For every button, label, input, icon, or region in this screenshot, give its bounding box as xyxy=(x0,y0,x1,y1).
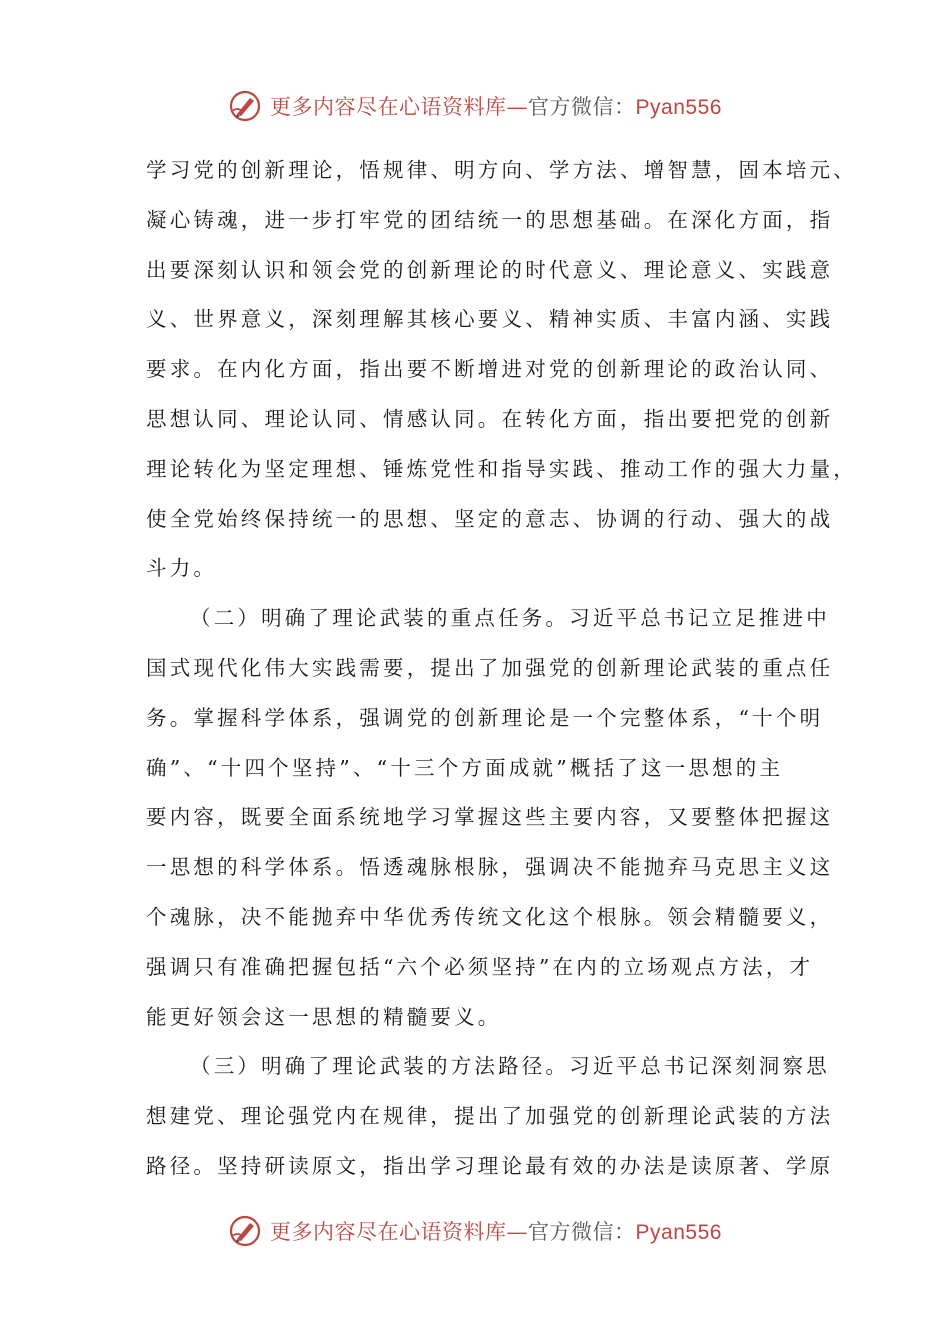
text-line: 斗力。 xyxy=(146,556,218,581)
header-brand: 更多内容尽在心语资料库 xyxy=(270,95,507,119)
text-line: 要内容，既要全面系统地学习掌握这些主要内容，又要整体把握这 xyxy=(146,805,834,830)
section-heading-line: （三）明确了理论武装的方法路径。习近平总书记深刻洞察思 xyxy=(190,1054,830,1079)
header-wechat-label: 官方微信： xyxy=(528,95,636,119)
text-line: 个魂脉，决不能抛弃中华优秀传统文化这个根脉。领会精髓要义， xyxy=(146,904,834,929)
body-text xyxy=(146,146,857,1192)
footer-separator: — xyxy=(506,1220,529,1244)
header-banner xyxy=(0,84,950,128)
text-line: 确”、“十四个坚持”、“十三个方面成就”概括了这一思想的主 xyxy=(146,755,784,780)
text-line: 想建党、理论强党内在规律，提出了加强党的创新理论武装的方法 xyxy=(146,1104,834,1129)
text-line: 使全党始终保持统一的思想、坚定的意志、协调的行动、强大的战 xyxy=(146,506,834,531)
text-line: 强调只有准确把握包括“六个必须坚持”在内的立场观点方法，才 xyxy=(146,954,814,979)
pen-emblem-icon xyxy=(228,89,262,123)
pen-emblem-icon xyxy=(228,1214,262,1248)
text-line: 学习党的创新理论，悟规律、明方向、学方法、增智慧，固本培元、 xyxy=(146,158,857,182)
header-wechat-id: Pyan556 xyxy=(635,96,722,119)
footer-wechat-label: 官方微信： xyxy=(528,1220,636,1244)
footer-text xyxy=(270,1216,722,1246)
text-line: 一思想的科学体系。悟透魂脉根脉，强调决不能抛弃马克思主义这 xyxy=(146,855,834,880)
text-line: 务。掌握科学体系，强调党的创新理论是一个完整体系，“十个明 xyxy=(146,705,824,730)
text-line: 出要深刻认识和领会党的创新理论的时代意义、理论意义、实践意 xyxy=(146,257,834,282)
text-line: 思想认同、理论认同、情感认同。在转化方面，指出要把党的创新 xyxy=(146,406,834,431)
header-text xyxy=(270,91,722,121)
text-line: 国式现代化伟大实践需要，提出了加强党的创新理论武装的重点任 xyxy=(146,655,834,680)
footer-wechat-id: Pyan556 xyxy=(635,1221,722,1244)
text-line: 凝心铸魂，进一步打牢党的团结统一的思想基础。在深化方面，指 xyxy=(146,207,834,232)
header-separator: — xyxy=(506,95,529,119)
text-line: 要求。在内化方面，指出要不断增进对党的创新理论的政治认同、 xyxy=(146,357,834,382)
text-line: 能更好领会这一思想的精髓要义。 xyxy=(146,1004,502,1029)
text-line: 义、世界意义，深刻理解其核心要义、精神实质、丰富内涵、实践 xyxy=(146,307,834,332)
section-heading-line: （二）明确了理论武装的重点任务。习近平总书记立足推进中 xyxy=(190,606,830,631)
text-line: 理论转化为坚定理想、锤炼党性和指导实践、推动工作的强大力量， xyxy=(146,456,857,481)
footer-brand: 更多内容尽在心语资料库 xyxy=(270,1220,507,1244)
text-line: 路径。坚持研读原文，指出学习理论最有效的办法是读原著、学原 xyxy=(146,1153,834,1178)
footer-banner xyxy=(0,1209,950,1253)
